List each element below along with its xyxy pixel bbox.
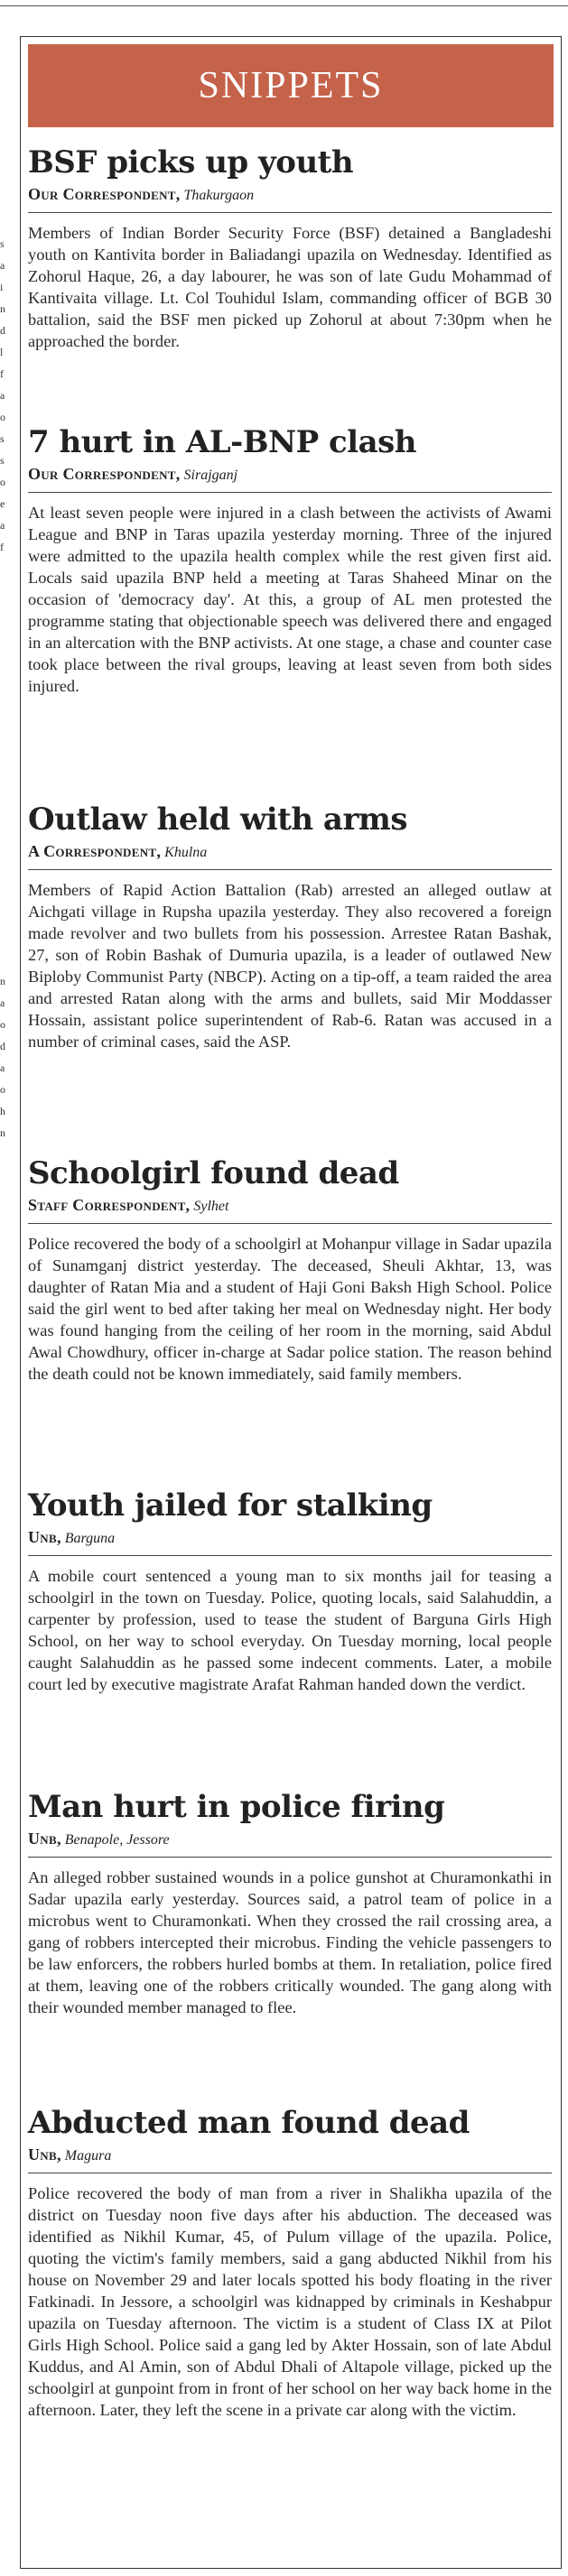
byline-location: Thakurgaon — [183, 188, 255, 203]
story-body: At least seven people were injured in a clash between the activists of Awami League and BNP in Taras upazila yesterday morning. Three of the injured were admitted to the upazila health complex while the rest given first aid. Locals said upazila BNP held a meeting at Taras Shaheed Minar on the occasion of 'democracy day'. At this, a group of AL men protested the programme stating that objectionable speech was delivered there and engaged in an altercation with the BNP activists. At one stage, a chase and counter case took place between the rival groups, leaving at least seven from both sides injured. — [28, 504, 552, 695]
byline-author: Staff Correspondent, — [28, 1196, 191, 1214]
byline-location: Barguna — [64, 1531, 116, 1546]
fragment-char: f — [0, 541, 4, 553]
fragment-char: e — [0, 497, 5, 510]
byline-author: A Correspondent, — [28, 842, 162, 860]
fragment-char: n — [0, 975, 5, 987]
byline-location: Khulna — [164, 845, 208, 860]
fragment-char: s — [0, 454, 5, 467]
story-body: Members of Indian Border Security Force (BSF) detained a Bangladeshi youth on Kantivita border in Baliadangi upazila on Wednesday. Identified as Zohorul Haque, 26, a day labourer, he was son of late Gudu Mohammad of Kantivaita village. Lt. Col Touhidul Islam, commanding officer of BGB 30 battalion, said the BSF men picked up Zohorul at about 7:30pm when he approached the border. — [28, 224, 552, 350]
story-youth-jailed-for-stalking — [28, 1487, 552, 1695]
story-headline: Schoolgirl found dead — [28, 1155, 399, 1191]
fragment-char: f — [0, 367, 4, 380]
section-banner — [28, 44, 554, 127]
fragment-char: n — [0, 302, 5, 315]
fragment-char: o — [0, 1018, 5, 1031]
story-headline: BSF picks up youth — [28, 144, 354, 181]
story-body: Police recovered the body of a schoolgirl at Mohanpur village in Sadar upazila of Sunamganj district yesterday. The deceased, Sheuli Akhtar, 13, was daughter of Ratan Mia and a student of Haji Goni Baksh High School. Police said the girl went to bed after taking her meal on Wednesday night. Her body was found hanging from the ceiling of her room in the morning, said Abdul Awal Chowdhury, officer in-charge at Sadar police station. The reason behind the death could not be known immediately, said family members. — [28, 1235, 552, 1383]
fragment-char: a — [0, 1061, 5, 1074]
story-headline: Man hurt in police firing — [28, 1789, 445, 1825]
fragment-char: d — [0, 324, 5, 337]
fragment-char: d — [0, 1040, 5, 1052]
snippets-box — [20, 36, 562, 2569]
story-abducted-man-found-dead — [28, 2104, 552, 2421]
story-man-hurt-in-police-firing — [28, 1788, 552, 2018]
byline-author: Our Correspondent, — [28, 465, 181, 483]
story-byline — [28, 1196, 552, 1224]
byline-location: Magura — [64, 2148, 112, 2164]
adjacent-column-fragment — [0, 18, 13, 2563]
story-byline — [28, 1528, 552, 1556]
story-body: A mobile court sentenced a young man to six months jail for teasing a schoolgirl in the town on Tuesday. Police, quoting locals, said Salahuddin, a carpenter by profession, used to tease the student of Barguna Girls High School, on her way to school everyday. On Tuesday morning, local people caught Salahuddin as he passed some indecent comments. Later, a mobile court led by executive magistrate Arafat Rahman handed down the verdict. — [28, 1567, 552, 1693]
fragment-char: l — [0, 346, 4, 358]
story-7-hurt-in-al-bnp-clash — [28, 423, 552, 697]
byline-author: Our Correspondent, — [28, 185, 181, 203]
story-byline — [28, 842, 552, 870]
byline-location: Benapole, Jessore — [64, 1832, 170, 1848]
fragment-char: n — [0, 1126, 5, 1139]
fragment-char: o — [0, 411, 5, 423]
story-byline — [28, 465, 552, 493]
byline-location: Sirajganj — [183, 468, 238, 483]
byline-location: Sylhet — [193, 1199, 229, 1214]
story-body: Police recovered the body of man from a river in Shalikha upazila of the district on Tuesday noon five days after his abduction. The deceased was identified as Nikhil Kumar, 45, of Pulum village of the upazila. Police, quoting the victim's family members, said a gang abducted Nikhil from his house on November 29 and later locals spotted his body floating in the river Fatkinadi. In Jessore, a schoolgirl was kidnapped by criminals in Keshabpur upazila on Tuesday afternoon. The victim is a student of Class IX at Pilot Girls High School. Police said a gang led by Akter Hossain, son of late Abdul Kuddus, and Al Amin, son of Abdul Dhali of Altapole village, picked up the schoolgirl at gunpoint from in front of her school on her way back home in the afternoon. Later, they left the scene in a private car along with the victim. — [28, 2184, 552, 2419]
story-byline — [28, 185, 552, 213]
fragment-char: a — [0, 259, 5, 272]
story-body: An alleged robber sustained wounds in a police gunshot at Churamonkathi in Sadar upazila early yesterday. Sources said, a patrol team of police in a microbus went to Churamonkati. When they crossed the rail crossing area, a gang of robbers intercepted their microbus. Finding the vehicle passengers to be law enforcers, the robbers hurled bombs at them. In retaliation, police fired at them, leaving one of the robbers critically wounded. The gang along with their wounded member managed to flee. — [28, 1868, 552, 2016]
story-schoolgirl-found-dead — [28, 1154, 552, 1385]
fragment-char: i — [0, 281, 4, 293]
story-headline: 7 hurt in AL-BNP clash — [28, 424, 416, 460]
story-headline: Youth jailed for stalking — [28, 1487, 433, 1524]
top-rule — [0, 5, 568, 6]
fragment-char: o — [0, 476, 5, 488]
fragment-char: a — [0, 519, 5, 532]
story-body: Members of Rapid Action Battalion (Rab) arrested an alleged outlaw at Aichgati village in Rupsha upazila yesterday. They also recovered a foreign made revolver and two bullets from his possession. Arrestee Ratan Bashak, 27, son of Robin Bashak of Dumuria upazila, is a leader of outlawed New Biploby Communist Party (NBCP). Acting on a tip-off, a team raided the area and arrested Ratan along with the arms and bullets, said Mir Moddasser Hossain, assistant police superintendent of Rab-6. Ratan was accused in a number of criminal cases, said the ASP. — [28, 881, 552, 1051]
fragment-char: o — [0, 1083, 5, 1096]
story-outlaw-held-with-arms — [28, 801, 552, 1052]
fragment-char: a — [0, 996, 5, 1009]
fragment-char: s — [0, 237, 5, 250]
story-byline — [28, 1830, 552, 1858]
fragment-char: h — [0, 1105, 5, 1117]
story-headline: Abducted man found dead — [28, 2105, 470, 2141]
story-byline — [28, 2145, 552, 2173]
byline-author: Unb, — [28, 2145, 61, 2164]
byline-author: Unb, — [28, 1830, 61, 1848]
story-headline: Outlaw held with arms — [28, 802, 407, 838]
story-bsf-picks-up-youth — [28, 144, 552, 352]
byline-author: Unb, — [28, 1528, 61, 1546]
fragment-char: a — [0, 389, 5, 402]
fragment-char: s — [0, 432, 5, 445]
section-title: SNIPPETS — [198, 65, 384, 107]
